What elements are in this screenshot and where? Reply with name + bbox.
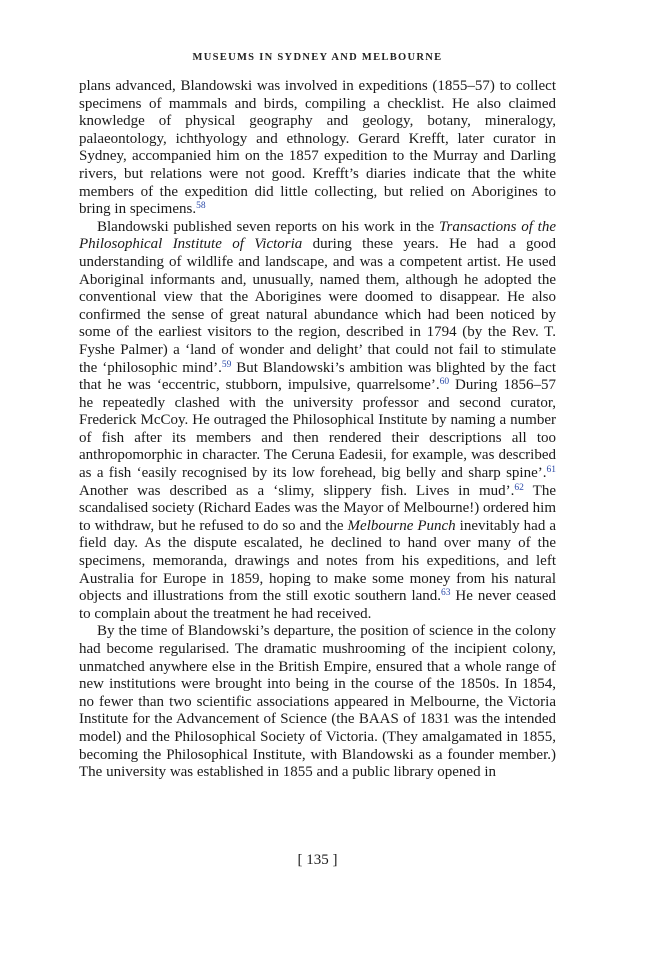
text-run: inevitably had a field day. As the dispute escalated, he declined to hand over many of the specimens, memoranda, drawings and notes from his expeditions, and left Australia for Europe in 1859, hoping to make some money from his natural objects and illustrations from the still exotic southern land.: [79, 517, 556, 605]
text-run: Another was described as a ‘slimy, slippery fish. Lives in mud’.: [79, 482, 515, 499]
book-page: [79, 0, 557, 868]
footnote-ref[interactable]: 59: [221, 359, 232, 370]
text-run: He never ceased to complain about the treatment he had received.: [79, 588, 556, 622]
text-run: During 1856–57 he repeatedly clashed with the university professor and second curator, Frederick McCoy. He outraged the Philosophical Institute by naming a number of fish after its members and then rendered their descriptions all too anthropomorphic in character. The Ceruna Eadesii, for example, was described as a fish ‘easily recognised by its low forehead, big belly and sharp spine’.: [79, 377, 557, 482]
page-number: [ 135 ]: [297, 852, 338, 868]
text-run: Blandowski published seven reports on his work in the: [97, 218, 439, 235]
text-run: By the time of Blandowski’s departure, the position of science in the colony had become regularised. The dramatic mushrooming of the incipient colony, unmatched anywhere else in the British Empire, ensured that a whole range of new institutions were brought into being in the course of the 1850s. In 1854, no fewer than two scientific associations appeared in Melbourne, the Victoria Institute for the Advancement of Science (the BAAS of 1831 was the intended model) and the Philosophical Society of Victoria. (They amalgamated in 1855, becoming the Philosophical Institute, with Blandowski as a founder member.) The university was established in 1855 and a public library opened in: [79, 623, 556, 781]
footnote-ref[interactable]: 61: [546, 465, 556, 476]
paragraph: [79, 219, 556, 624]
paragraph: [79, 623, 556, 781]
footnote-ref[interactable]: 62: [514, 482, 524, 493]
footnote-ref[interactable]: 58: [196, 201, 206, 212]
text-run: The scandalised society (Richard Eades was the Mayor of Melbourne!) ordered him to withdraw, but he refused to do so and the: [79, 482, 556, 534]
text-run: plans advanced, Blandowski was involved in expeditions (1855–57) to collect specimens of mammals and birds, compiling a checklist. He also claimed knowledge of physical geography and geology, botany, mineralogy, palaeontology, ichthyology and ethnology. Gerard Krefft, later curator in Sydney, accompanied him on the 1857 expedition to the Murray and Darling rivers, but relations were not good. Krefft’s diaries indicate that the white members of the expedition did little collecting, but relied on Aborigines to bring in specimens.: [79, 78, 556, 218]
body-text: [79, 78, 556, 782]
text-run: during these years. He had a good understanding of wildlife and landscape, and was a competent artist. He used Aboriginal informants and, unusually, named them, although he adopted the conventional view that the Aborigines were doomed to disappear. He also confirmed the sense of great natural abundance which had been noticed by some of the earliest visitors to the region, described in 1794 (by the Rev. T. Fyshe Palmer) a ‘land of wonder and delight’ that could not fail to stimulate the ‘philosophic mind’.: [79, 236, 557, 376]
text-run: But Blandowski’s ambition was blighted by the fact that he was ‘eccentric, stubborn, impulsive, quarrelsome’.: [79, 359, 556, 394]
running-head: MUSEUMS IN SYDNEY AND MELBOURNE: [192, 52, 443, 63]
italic-title: Transactions of the Philosophical Institute of Victoria: [79, 218, 556, 253]
footnote-ref[interactable]: 60: [439, 377, 450, 388]
italic-title: Melbourne Punch: [347, 517, 456, 534]
paragraph: [79, 78, 556, 219]
footnote-ref[interactable]: 63: [441, 588, 451, 599]
